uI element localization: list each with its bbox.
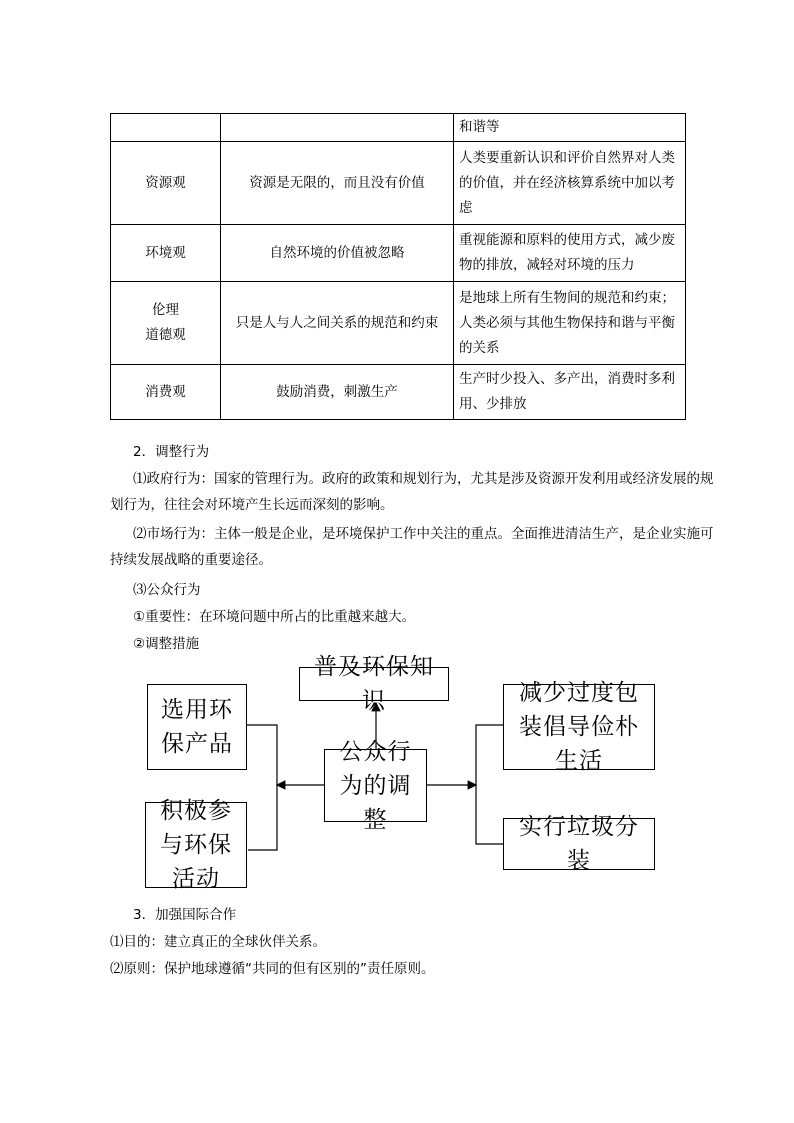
table-cell: 只是人与人之间关系的规范和约束 [221,282,454,365]
paragraph: ⑶公众行为 [133,582,201,598]
paragraph: ①重要性：在环境问题中所占的比重越来越大。 [133,609,416,625]
right-bracket [476,725,503,844]
table-cell: 消费观 [111,365,221,420]
table-cell: 和谐等 [454,114,686,142]
table-cell: 生产时少投入、多产出，消费时多利用、少排放 [454,365,686,420]
paragraph: ⑴政府行为：国家的管理行为。政府的政策和规划行为，尤其是涉及资源开发利用或经济发展的规划行为，往往会对环境产生长远而深刻的影响。 [110,471,714,513]
table-cell: 鼓励消费，刺激生产 [221,365,454,420]
section-heading: 2．调整行为 [133,444,210,460]
box-right-top: 减少过度包装倡导俭朴生活 [503,684,655,770]
box-left-bottom: 积极参与环保活动 [145,802,247,888]
table-cell: 环境观 [111,225,221,282]
box-left-top: 选用环保产品 [147,684,247,770]
table-cell [111,114,221,142]
box-top: 普及环保知识 [299,667,449,701]
table-row [111,282,686,365]
measures-diagram [140,654,660,893]
paragraph: ②调整措施 [133,636,200,652]
table-cell: 伦理 道德观 [111,282,221,365]
table-cell: 人类要重新认识和评价自然界对人类的价值，并在经济核算系统中加以考虑 [454,142,686,225]
table-cell [221,114,454,142]
table-cell: 重视能源和原料的使用方式，减少废物的排放，减轻对环境的压力 [454,225,686,282]
table-cell: 资源观 [111,142,221,225]
paragraph: ⑵原则：保护地球遵循“共同的但有区别的”责任原则。 [110,961,435,977]
box-right-bottom: 实行垃圾分装 [503,818,655,870]
table-row [111,142,686,225]
box-center: 公众行为的调整 [324,749,427,822]
left-bracket [247,725,277,850]
table-cell: 资源是无限的，而且没有价值 [221,142,454,225]
table-cell: 自然环境的价值被忽略 [221,225,454,282]
paragraph: ⑵市场行为：主体一般是企业，是环境保护工作中关注的重点。全面推进清洁生产，是企业实施可持续发展战略的重要途径。 [110,526,714,568]
section-heading: 3．加强国际合作 [133,907,237,923]
table-cell: 是地球上所有生物间的规范和约束；人类必须与其他生物保持和谐与平衡的关系 [454,282,686,365]
table-row [111,225,686,282]
comparison-table [110,113,686,420]
paragraph: ⑴目的：建立真正的全球伙伴关系。 [110,934,326,950]
table-row [111,114,686,142]
table-row [111,365,686,420]
